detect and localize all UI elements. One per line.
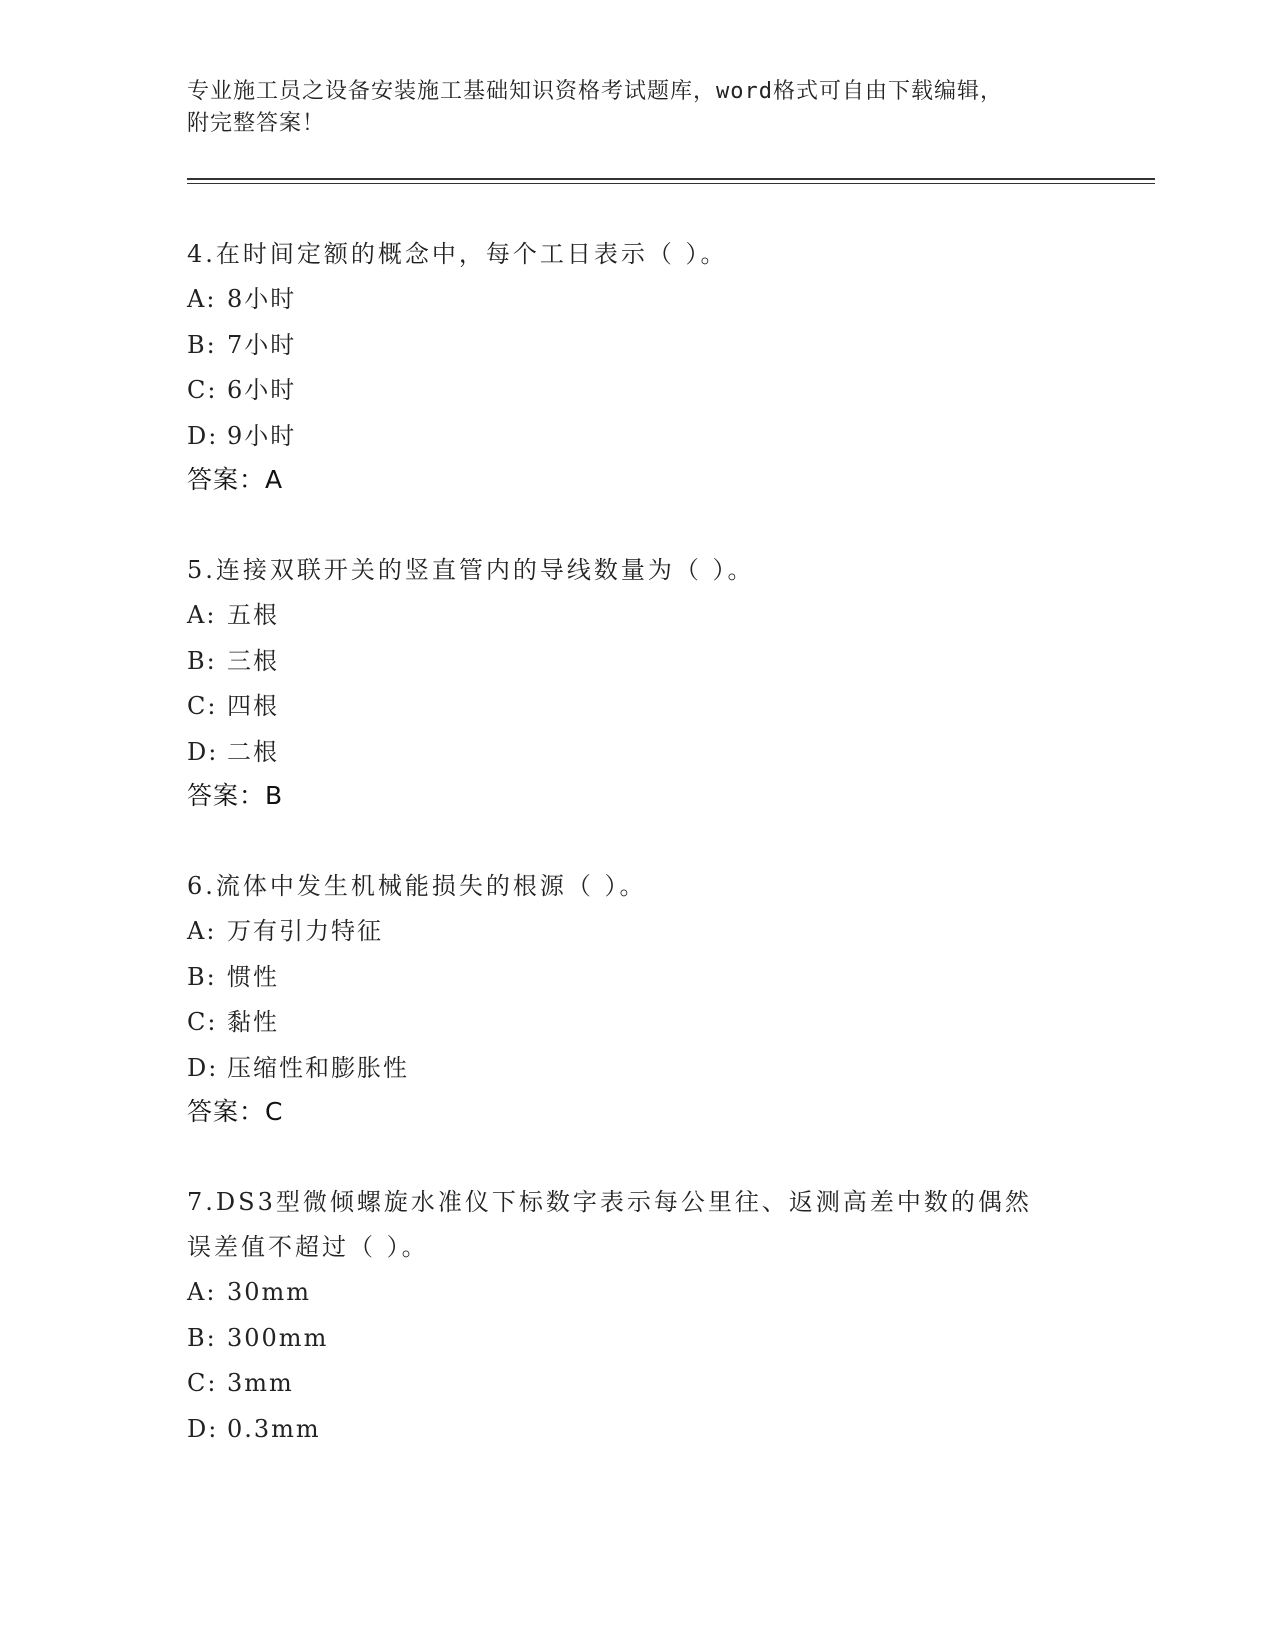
question-5 — [187, 548, 1087, 817]
option-c — [187, 1000, 1087, 1046]
option-c — [187, 1361, 1087, 1407]
option-letter: A: — [187, 1278, 217, 1306]
option-text: 惯性 — [227, 962, 279, 991]
option-text: 6小时 — [227, 376, 297, 404]
option-b — [187, 955, 1087, 1001]
option-a — [187, 909, 1087, 955]
option-letter: B: — [187, 962, 217, 991]
option-letter: D: — [187, 737, 219, 766]
option-d — [187, 1046, 1087, 1092]
option-letter: C: — [187, 1369, 218, 1397]
option-b — [187, 639, 1087, 685]
option-d — [187, 730, 1087, 776]
option-letter: B: — [187, 646, 217, 675]
option-letter: A: — [187, 917, 217, 945]
question-stem-line-1: 7.DS3型微倾螺旋水准仪下标数字表示每公里往、返测高差中数的偶然 — [187, 1188, 1032, 1216]
answer-label: 答案：B — [187, 781, 284, 810]
option-text: 9小时 — [227, 421, 297, 450]
question-stem: 4.在时间定额的概念中，每个工日表示（ ）。 — [187, 240, 728, 268]
question-4 — [187, 232, 1087, 501]
option-text: 300mm — [227, 1323, 329, 1352]
option-d — [187, 1407, 1087, 1453]
answer-label: 答案：A — [187, 465, 284, 494]
option-c — [187, 368, 1087, 414]
document-header — [187, 76, 1067, 140]
option-letter: A: — [187, 601, 217, 629]
option-c — [187, 684, 1087, 730]
option-text: 压缩性和膨胀性 — [227, 1053, 409, 1082]
header-line-2: 附完整答案！ — [187, 111, 326, 136]
answer-label: 答案：C — [187, 1097, 284, 1126]
option-a — [187, 593, 1087, 639]
header-divider-thin — [187, 183, 1155, 184]
option-letter: B: — [187, 1323, 217, 1352]
option-a — [187, 277, 1087, 323]
header-divider-thick — [187, 178, 1155, 180]
option-d — [187, 414, 1087, 460]
option-a — [187, 1270, 1087, 1316]
option-letter: D: — [187, 1053, 219, 1082]
question-7 — [187, 1180, 1087, 1452]
option-text: 四根 — [227, 692, 279, 720]
option-b — [187, 323, 1087, 369]
option-text: 五根 — [227, 601, 279, 629]
option-letter: C: — [187, 376, 218, 404]
option-text: 二根 — [227, 737, 279, 766]
question-stem-line-2: 误差值不超过（ ）。 — [187, 1233, 429, 1261]
option-text: 3mm — [227, 1369, 294, 1397]
option-text: 0.3mm — [227, 1414, 321, 1443]
option-text: 7小时 — [227, 330, 297, 359]
option-letter: A: — [187, 285, 217, 313]
option-text: 30mm — [227, 1278, 312, 1306]
option-text: 8小时 — [227, 285, 297, 313]
option-letter: B: — [187, 330, 217, 359]
option-letter: D: — [187, 1414, 219, 1443]
option-letter: C: — [187, 1008, 218, 1036]
header-line-1: 专业施工员之设备安装施工基础知识资格考试题库，word格式可自由下载编辑， — [187, 79, 1003, 104]
option-letter: C: — [187, 692, 218, 720]
option-letter: D: — [187, 421, 219, 450]
question-stem: 5.连接双联开关的竖直管内的导线数量为（ ）。 — [187, 556, 755, 584]
option-text: 万有引力特征 — [227, 917, 383, 945]
option-text: 黏性 — [227, 1008, 279, 1036]
question-stem: 6.流体中发生机械能损失的根源（ ）。 — [187, 872, 647, 900]
question-6 — [187, 864, 1087, 1133]
option-text: 三根 — [227, 646, 279, 675]
option-b — [187, 1316, 1087, 1362]
